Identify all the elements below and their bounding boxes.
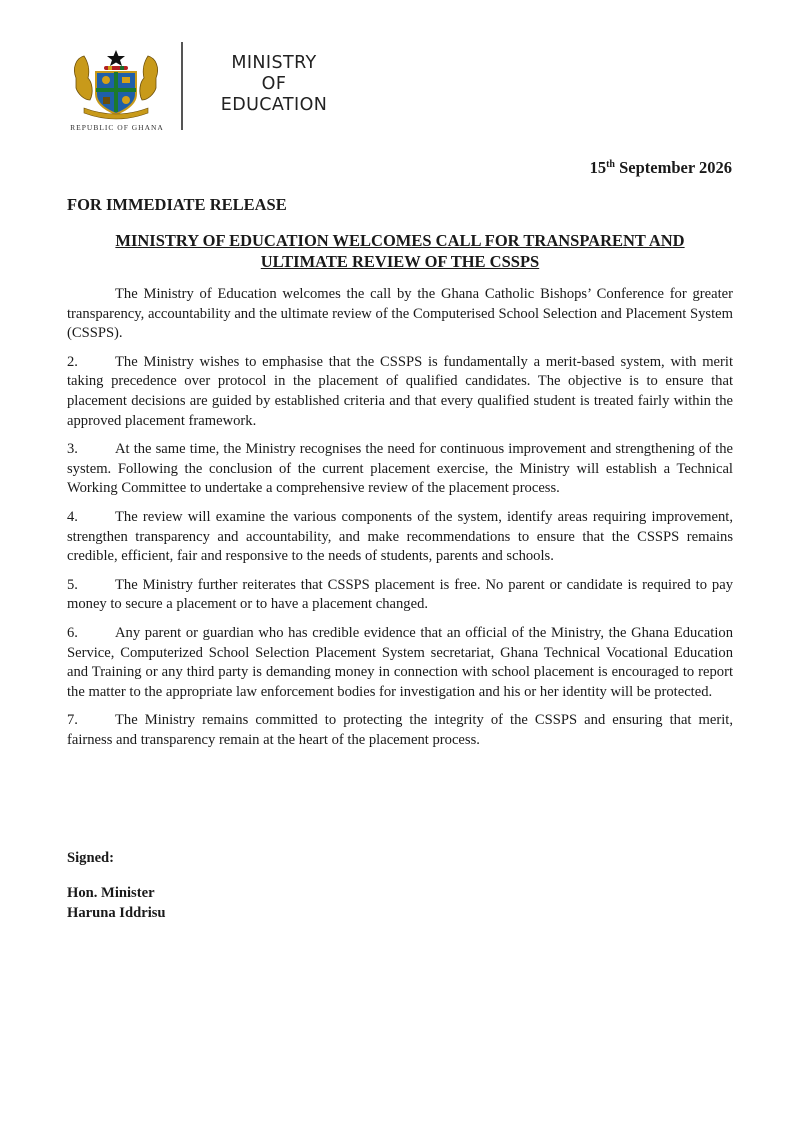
republic-label: REPUBLIC OF GHANA <box>70 123 164 132</box>
signatory <box>67 884 166 923</box>
paragraph-text: The Ministry remains committed to protecting the integrity of the CSSPS and ensuring that merit, fairness and transparency remain at the heart of the placement process. <box>67 712 733 748</box>
headline-line: MINISTRY OF EDUCATION WELCOMES CALL FOR TRANSPARENT AND <box>115 231 685 250</box>
paragraph <box>67 440 733 499</box>
signatory-name: Haruna Iddrisu <box>67 904 166 921</box>
headline <box>60 230 740 272</box>
letterhead-divider <box>181 42 183 130</box>
signed-label: Signed: <box>67 850 115 866</box>
paragraph-number: 5. <box>67 576 78 593</box>
release-date <box>590 158 732 178</box>
letterhead <box>58 40 358 135</box>
paragraph-text: The Ministry further reiterates that CSSPS placement is free. No parent or candidate is required to pay money to secure a placement or to have a placement changed. <box>67 576 733 613</box>
paragraph-text: At the same time, the Ministry recognises the need for continuous improvement and strengthening of the system. Following the conclusion of the current placement exercise, the Ministry will establish a Technical Working Committee to undertake a comprehensive review of the placement process. <box>67 441 733 497</box>
coat-of-arms-icon <box>70 48 162 120</box>
paragraph-number: 3. <box>67 441 78 458</box>
paragraph-text: The review will examine the various components of the system, identify areas requiring improvement, strengthen transparency and accountability, and make recommendations to ensure that the CSSPS remains credible, efficient, fair and responsive to the needs of students, parents and schools. <box>67 508 733 565</box>
ministry-line: EDUCATION <box>220 95 328 115</box>
date-suffix: th <box>606 159 615 170</box>
paragraph <box>67 624 733 702</box>
paragraph <box>67 576 733 615</box>
paragraph <box>67 285 733 344</box>
release-body <box>67 285 733 759</box>
signatory-title: Hon. Minister <box>67 885 155 901</box>
paragraph-number: 6. <box>67 624 78 641</box>
paragraph-number: 4. <box>67 508 78 525</box>
paragraph-number: 2. <box>67 353 78 370</box>
date-rest: September 2026 <box>614 158 732 177</box>
release-label: FOR IMMEDIATE RELEASE <box>67 195 287 214</box>
paragraph-text: Any parent or guardian who has credible evidence that an official of the Ministry, the Ghana Education Service, Computerized School Selection Placement System secretariat, Ghana Technical Vocational Education and Training or any third party is demanding money in connection with school placement is encouraged to report the matter to the appropriate law enforcement bodies for investigation and his or her identity will be protected. <box>67 624 733 700</box>
date-day: 15 <box>589 158 607 177</box>
paragraph <box>67 508 733 567</box>
paragraph-number: 7. <box>67 712 78 729</box>
paragraph-text: The Ministry wishes to emphasise that the CSSPS is fundamentally a merit-based system, with merit taking precedence over protocol in the placement of qualified candidates. The objective is to ensure that placement decisions are guided by established criteria and that every qualified student is treated fairly within the approved placement framework. <box>67 353 733 429</box>
paragraph <box>67 711 733 750</box>
ministry-line: MINISTRY <box>231 53 317 73</box>
ministry-line: OF <box>261 74 287 94</box>
ministry-name <box>204 53 344 116</box>
headline-line: ULTIMATE REVIEW OF THE CSSPS <box>260 252 540 271</box>
paragraph-text: The Ministry of Education welcomes the call by the Ghana Catholic Bishops’ Conference for greater transparency, accountability and the ultimate review of the Computerised School Selection and Placement System (CSSPS). <box>67 286 733 342</box>
paragraph <box>67 353 733 431</box>
